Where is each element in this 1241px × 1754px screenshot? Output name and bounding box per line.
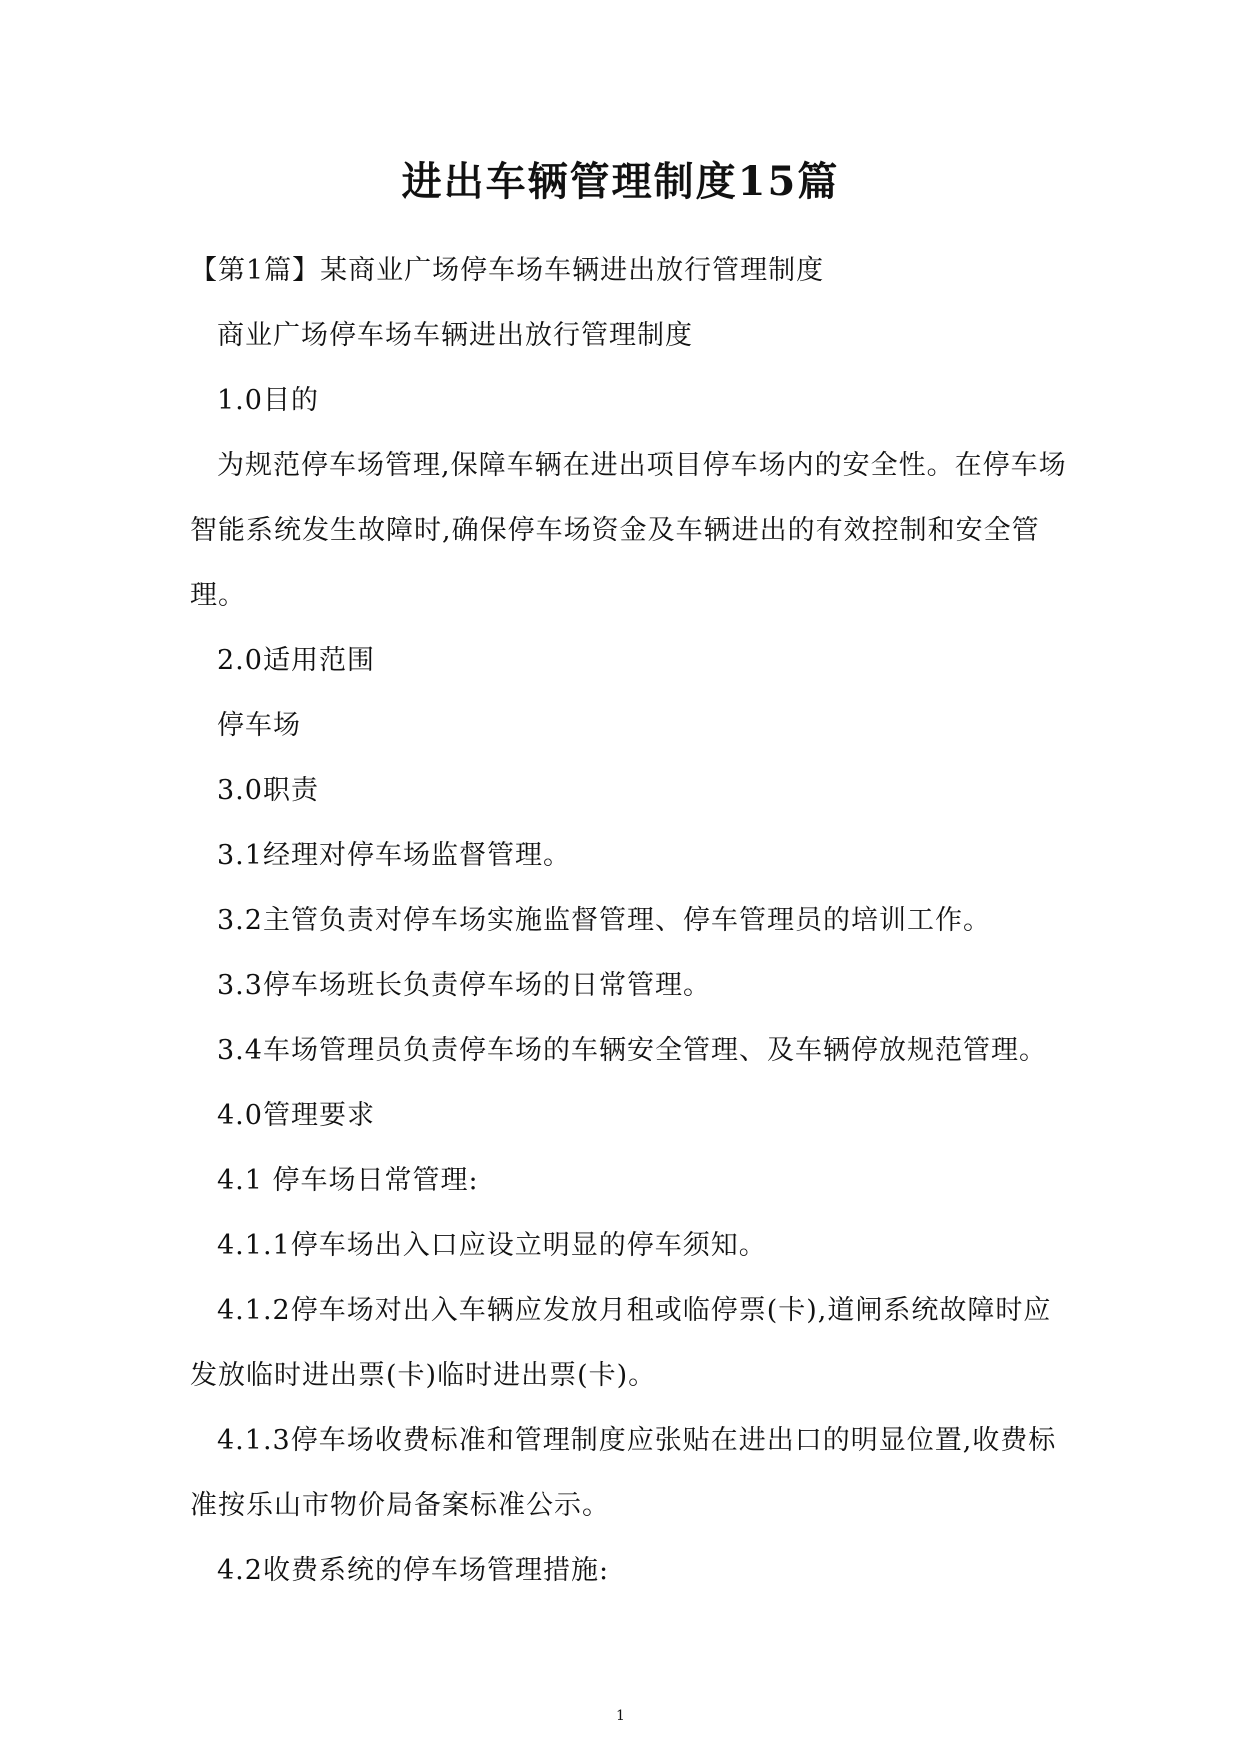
paragraph: 4.0管理要求 <box>217 1100 375 1131</box>
paragraph: 4.1.2停车场对出入车辆应发放月租或临停票(卡),道闸系统故障时应发放临时进出票(卡)临时进出票(卡)。 <box>190 1295 1052 1391</box>
paragraph: 4.1.3停车场收费标准和管理制度应张贴在进出口的明显位置,收费标准按乐山市物价局备案标准公示。 <box>190 1425 1057 1521</box>
paragraph: 3.1经理对停车场监督管理。 <box>217 840 571 871</box>
paragraph: 2.0适用范围 <box>217 645 375 676</box>
paragraph: 4.1.1停车场出入口应设立明显的停车须知。 <box>217 1230 767 1261</box>
paragraph: 停车场 <box>217 710 301 741</box>
page-number: 1 <box>616 1708 625 1724</box>
section-heading: 【第1篇】某商业广场停车场车辆进出放行管理制度 <box>190 255 825 286</box>
paragraph: 3.4车场管理员负责停车场的车辆安全管理、及车辆停放规范管理。 <box>217 1035 1047 1066</box>
paragraph: 4.1 停车场日常管理: <box>217 1165 479 1196</box>
paragraph: 商业广场停车场车辆进出放行管理制度 <box>217 320 693 351</box>
paragraph: 3.3停车场班长负责停车场的日常管理。 <box>217 970 711 1001</box>
paragraph: 为规范停车场管理,保障车辆在进出项目停车场内的安全性。在停车场智能系统发生故障时,确保停车场资金及车辆进出的有效控制和安全管理。 <box>190 450 1067 611</box>
paragraph: 3.2主管负责对停车场实施监督管理、停车管理员的培训工作。 <box>217 905 991 936</box>
document-body <box>190 238 1070 1603</box>
paragraph: 3.0职责 <box>217 775 319 806</box>
document-title: 进出车辆管理制度15篇 <box>401 158 840 205</box>
paragraph: 1.0目的 <box>217 385 319 416</box>
paragraph: 4.2收费系统的停车场管理措施: <box>217 1555 610 1586</box>
